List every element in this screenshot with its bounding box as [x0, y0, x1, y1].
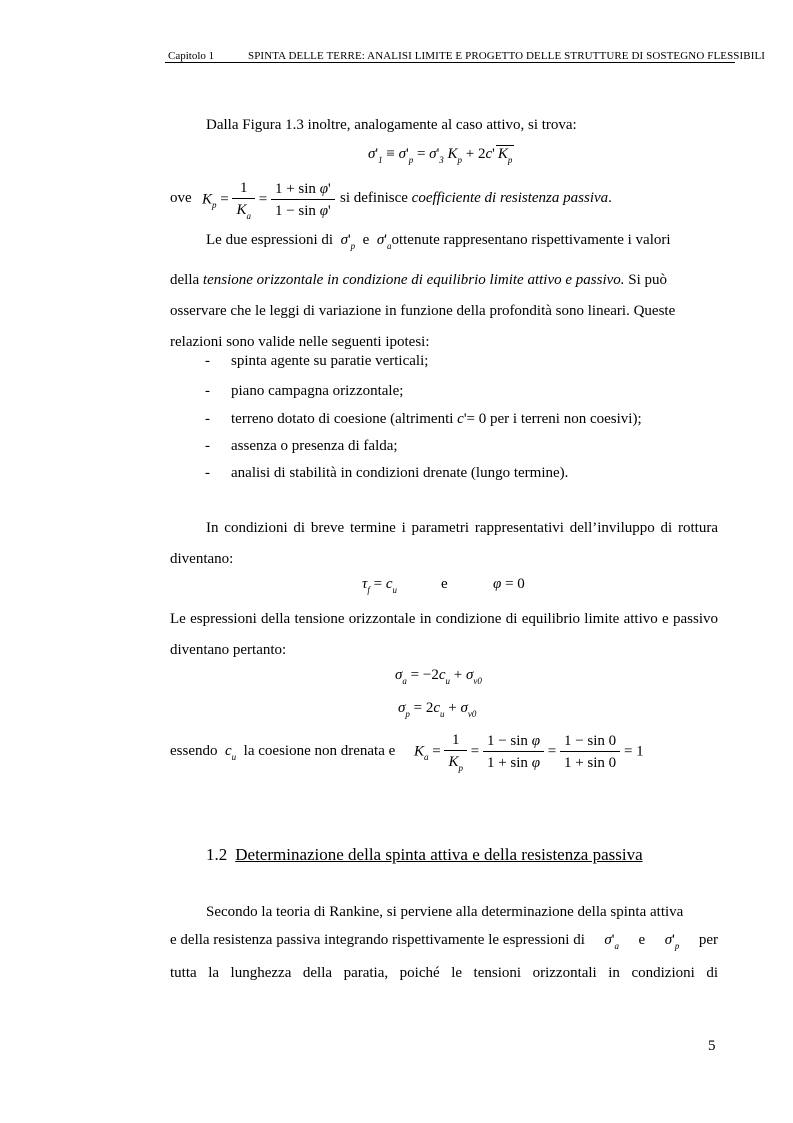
- section-title: Determinazione della spinta attiva e della resistenza passiva: [235, 845, 643, 864]
- header-title: SPINTA DELLE TERRE: ANALISI LIMITE E PROGETTO DELLE STRUTTURE DI SOSTEGNO FLESSIBILI: [248, 50, 766, 62]
- equation-phi-zero: φ = 0: [493, 576, 525, 592]
- paragraph-intro: Dalla Figura 1.3 inoltre, analogamente al caso attivo, si trova:: [206, 117, 577, 133]
- list-item: - assenza o presenza di falda;: [205, 438, 398, 454]
- kp-definition-line: [170, 178, 730, 222]
- list-item: - piano campagna orizzontale;: [205, 383, 404, 399]
- header-rule: [165, 62, 735, 63]
- section-number: 1.2: [206, 845, 228, 864]
- equation-kp: $K_p$ = $\frac{1}{K_a}$ = $\frac{\text{1 + sin φ'}}{\text{1 − sin φ'}}$: [202, 178, 335, 222]
- equation-sigma-p: $\sigma_p = 2c_u + \sigma_{v0}$: [398, 700, 477, 719]
- paragraph-short-term: In condizioni di breve termine i parametri rappresentativi dell’inviluppo di rottura diventano:: [170, 520, 718, 567]
- essendo-text: essendo $c_u$ la coesione non drenata e: [170, 743, 396, 762]
- list-item: - spinta agente su paratie verticali;: [205, 353, 429, 369]
- paragraph-expressions-line1: Le due espressioni di $\sigma'_p$ e $\sigma'_aottenute$ rappresentano rispettivamente i valori: [206, 232, 671, 251]
- equation-ka-undrained: $K_a$ = $\frac{1}{K_p}$ = $\frac{\text{1 − sin φ}}{\text{1 + sin φ}}$ = $\frac{1 - \sin 0}{1 + \sin 0}$ = 1: [414, 732, 644, 773]
- kp-description: si definisce coefficiente di resistenza passiva.: [340, 190, 612, 206]
- paragraph-expressions-line3: osservare che le leggi di variazione in funzione della profondità sono lineari. Queste: [170, 303, 676, 319]
- paragraph-undrained: Le espressioni della tensione orizzontale in condizione di equilibrio limite attivo e passivo diventano pertanto:: [170, 611, 718, 658]
- paragraph-expressions-line4: relazioni sono valide nelle seguenti ipotesi:: [170, 334, 430, 350]
- ove-label: ove: [170, 190, 192, 206]
- page-number: 5: [708, 1038, 716, 1054]
- paragraph-rankine-line1: Secondo la teoria di Rankine, si perviene alla determinazione della spinta attiva: [206, 904, 684, 920]
- list-item: - terreno dotato di coesione (altrimenti c'= 0 per i terreni non coesivi);: [205, 411, 642, 427]
- paragraph-expressions-line2: della tensione orizzontale in condizione di equilibrio limite attivo e passivo. Si può: [170, 272, 668, 288]
- paragraph-rankine-line2: e della resistenza passiva integrando rispettivamente le espressioni di $\sigma'_a$ e $\sigma'_p$ per: [170, 932, 718, 951]
- equation-sigma1: $\sigma'_1 \equiv \sigma'_p = \sigma'_3$ $K_p + 2c'$ $K_p$: [368, 146, 513, 165]
- equation-sigma-a: $\sigma_a = -2c_u + \sigma_{v0}$: [395, 667, 482, 686]
- list-item: - analisi di stabilità in condizioni drenate (lungo termine).: [205, 465, 569, 481]
- section-heading: [206, 845, 643, 865]
- equation-tau-f: $\tau_f = c_u$: [362, 576, 398, 595]
- equation-and: e: [441, 576, 448, 592]
- paragraph-rankine-line3: tutta la lunghezza della paratia, poiché le tensioni orizzontali in condizioni di: [170, 965, 718, 981]
- essendo-line: [170, 730, 730, 778]
- header-chapter: Capitolo 1: [168, 50, 215, 62]
